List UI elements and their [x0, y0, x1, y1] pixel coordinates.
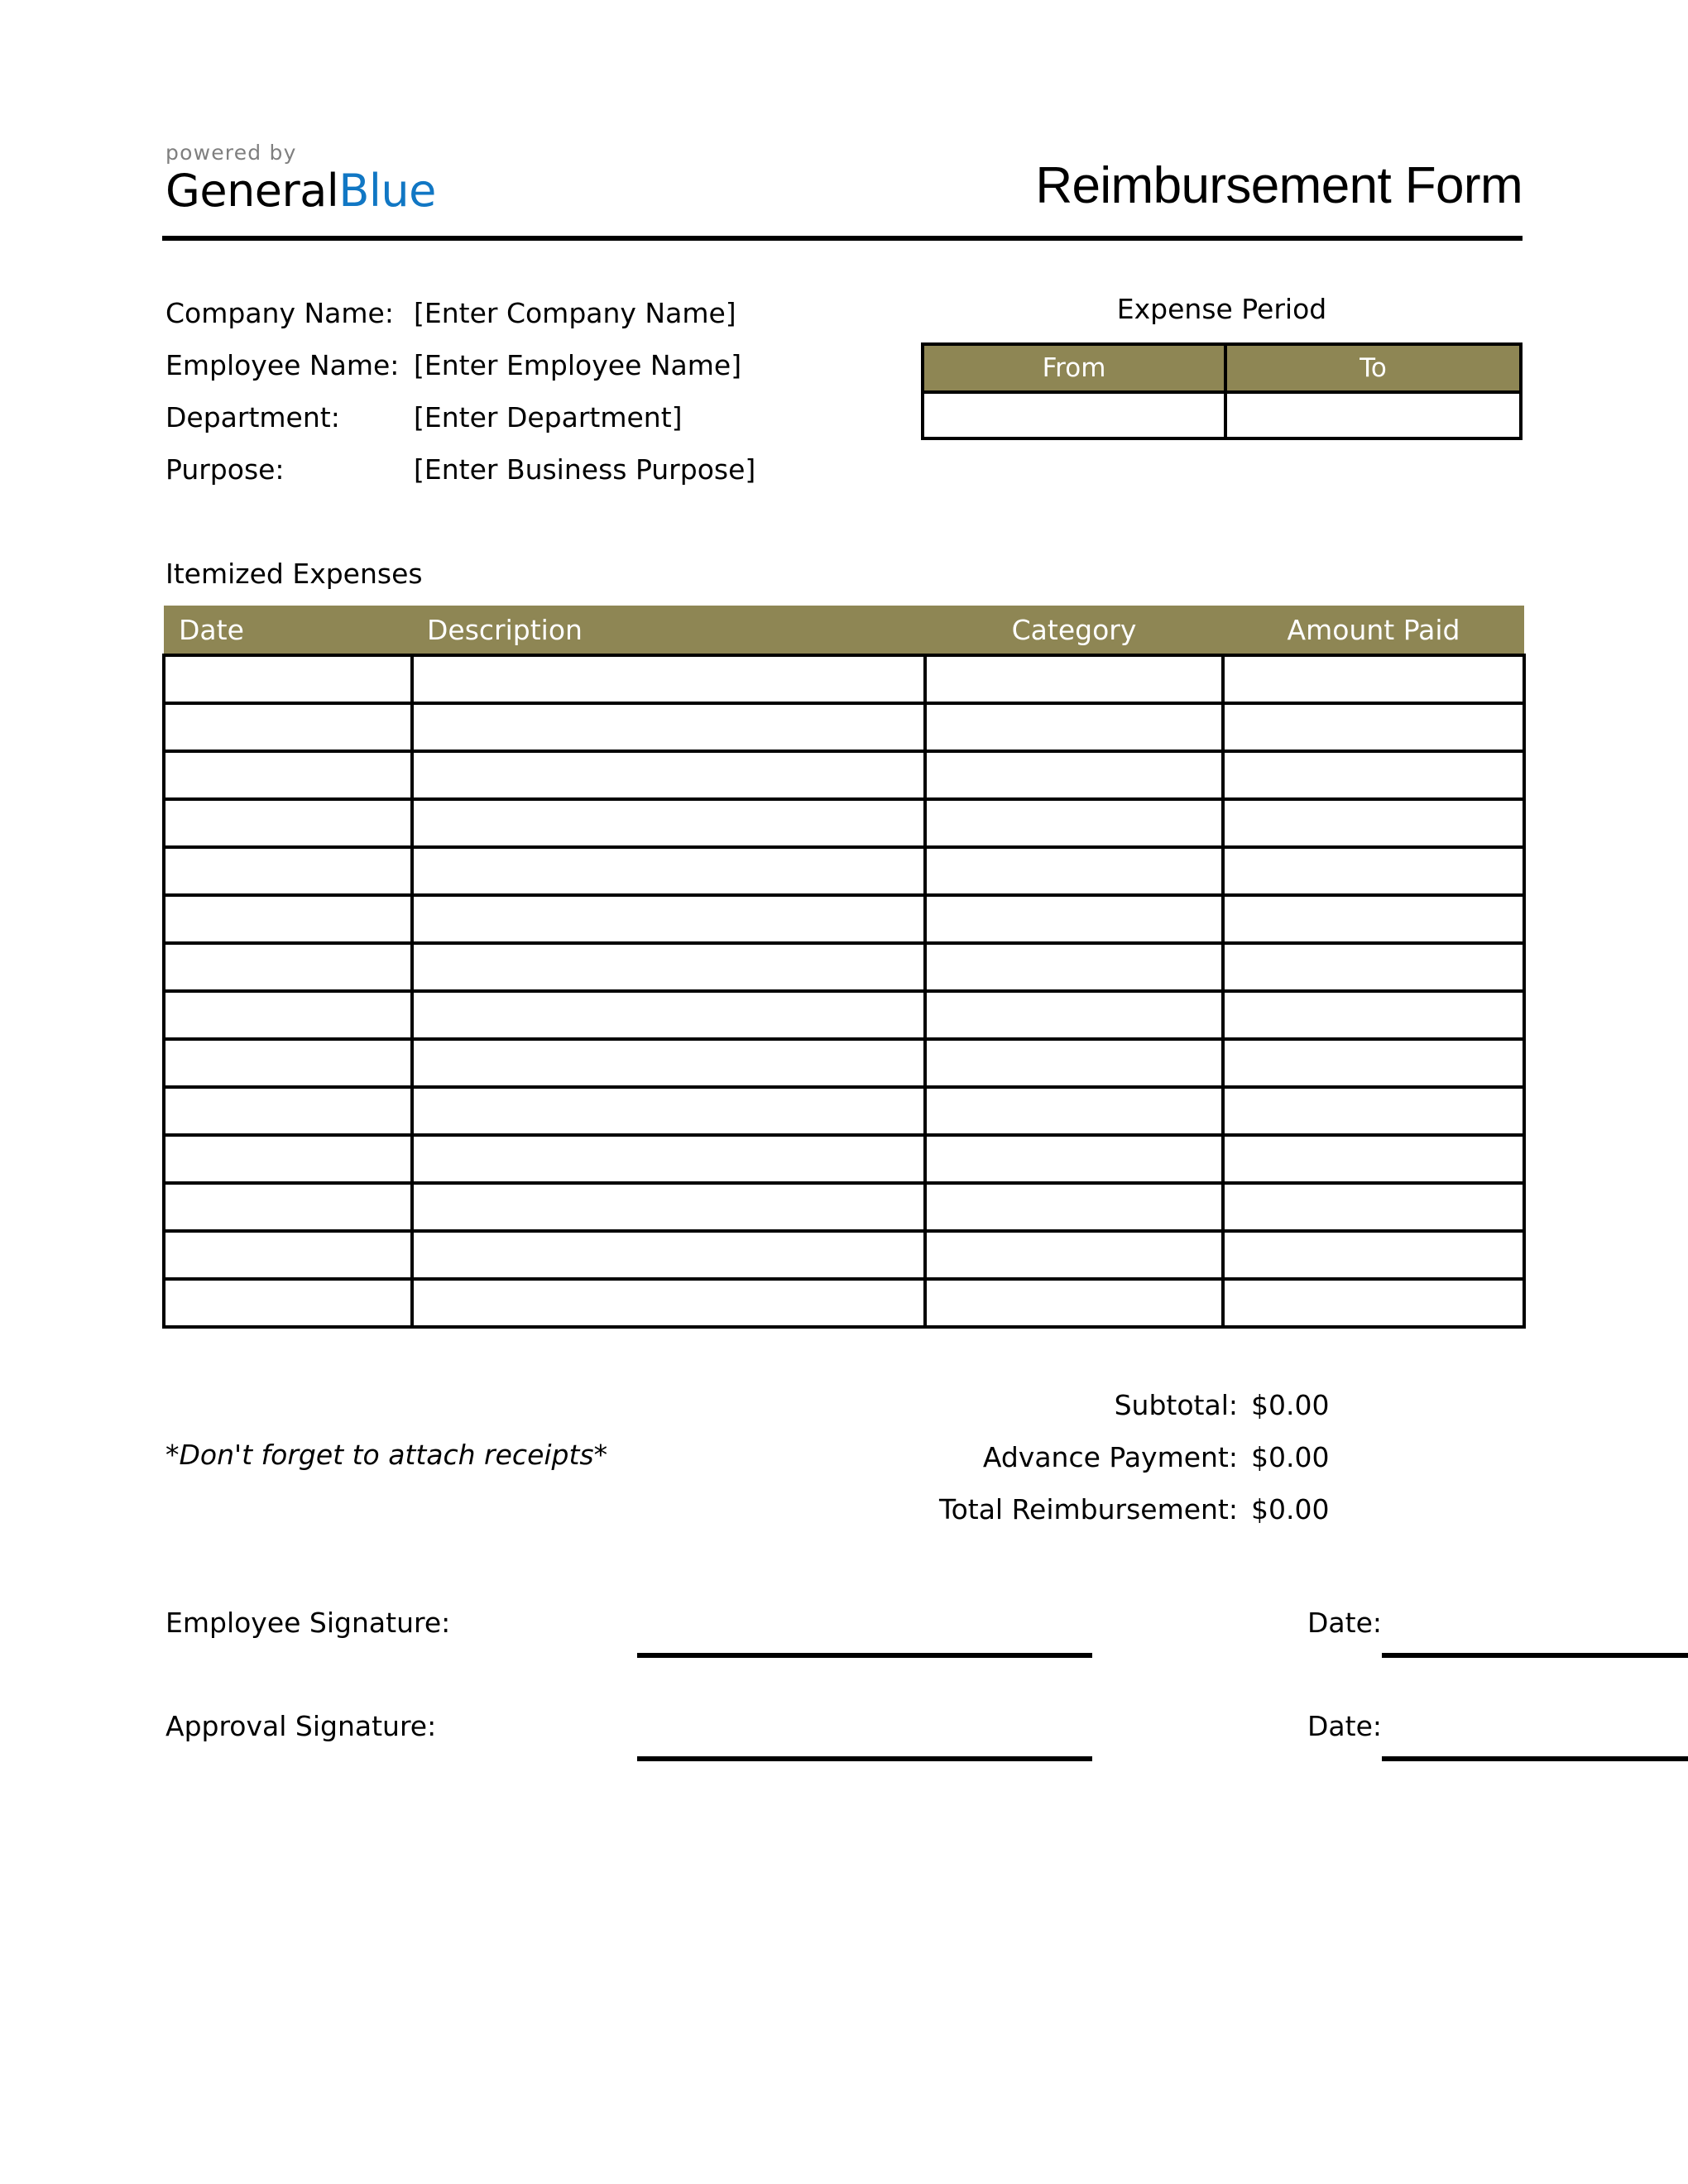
column-header-date: Date: [164, 606, 412, 655]
cell-description[interactable]: [412, 751, 925, 799]
itemized-header-row: [164, 606, 1524, 655]
cell-amount-paid[interactable]: [1223, 1231, 1524, 1279]
attach-receipts-note: *Don't forget to attach receipts*: [165, 1439, 608, 1471]
employee-signature-date-label: Date:: [1307, 1607, 1382, 1639]
cell-date[interactable]: [164, 1279, 412, 1327]
expense-period-value-row: [923, 392, 1521, 438]
cell-category[interactable]: [925, 991, 1223, 1039]
expense-period-title: Expense Period: [1116, 293, 1327, 325]
cell-date[interactable]: [164, 1231, 412, 1279]
column-header-category: Category: [925, 606, 1223, 655]
page-header: [162, 141, 1523, 237]
cell-description[interactable]: [412, 1087, 925, 1135]
cell-date[interactable]: [164, 1183, 412, 1231]
expense-period-to-header: To: [1225, 344, 1521, 392]
cell-amount-paid[interactable]: [1223, 703, 1524, 751]
cell-category[interactable]: [925, 799, 1223, 847]
cell-category[interactable]: [925, 1087, 1223, 1135]
page-title: Reimbursement Form: [1035, 157, 1523, 214]
cell-date[interactable]: [164, 991, 412, 1039]
signature-block: [165, 1597, 1523, 1803]
table-row: [164, 991, 1524, 1039]
table-row: [164, 1279, 1524, 1327]
approval-signature-label: Approval Signature:: [165, 1710, 437, 1742]
header-divider: [162, 236, 1523, 241]
cell-amount-paid[interactable]: [1223, 847, 1524, 895]
purpose-field[interactable]: [Enter Business Purpose]: [414, 453, 756, 486]
cell-category[interactable]: [925, 1231, 1223, 1279]
column-header-description: Description: [412, 606, 925, 655]
expense-period-table: [921, 342, 1523, 440]
cell-description[interactable]: [412, 943, 925, 991]
total-row-advance-payment: [827, 1438, 1523, 1490]
cell-category[interactable]: [925, 1183, 1223, 1231]
cell-date[interactable]: [164, 943, 412, 991]
cell-description[interactable]: [412, 1135, 925, 1183]
total-reimbursement-label: Total Reimbursement:: [939, 1493, 1238, 1525]
total-row-subtotal: [827, 1386, 1523, 1438]
cell-date[interactable]: [164, 1087, 412, 1135]
table-row: [164, 1183, 1524, 1231]
totals-block: [827, 1386, 1523, 1542]
expense-period-block: [921, 290, 1523, 440]
expense-period-header-row: [923, 344, 1521, 392]
cell-amount-paid[interactable]: [1223, 1087, 1524, 1135]
info-row-company-name: [165, 294, 794, 346]
company-name-field[interactable]: [Enter Company Name]: [414, 297, 736, 329]
table-row: [164, 1039, 1524, 1087]
cell-date[interactable]: [164, 847, 412, 895]
expense-period-to-input[interactable]: [1225, 392, 1521, 438]
cell-category[interactable]: [925, 1279, 1223, 1327]
cell-amount-paid[interactable]: [1223, 655, 1524, 703]
cell-description[interactable]: [412, 1039, 925, 1087]
cell-date[interactable]: [164, 1135, 412, 1183]
info-row-employee-name: [165, 346, 794, 398]
cell-amount-paid[interactable]: [1223, 751, 1524, 799]
brand-name-general: General: [165, 165, 339, 217]
table-row: [164, 1135, 1524, 1183]
brand-logo: [165, 141, 436, 217]
expense-period-from-header: From: [923, 344, 1225, 392]
itemized-expenses-table: [162, 606, 1526, 1329]
cell-description[interactable]: [412, 1231, 925, 1279]
total-row-total-reimbursement: [827, 1490, 1523, 1542]
cell-date[interactable]: [164, 655, 412, 703]
itemized-expenses-label: Itemized Expenses: [165, 558, 423, 590]
employee-name-field[interactable]: [Enter Employee Name]: [414, 349, 742, 381]
cell-amount-paid[interactable]: [1223, 1279, 1524, 1327]
cell-description[interactable]: [412, 1183, 925, 1231]
cell-category[interactable]: [925, 1135, 1223, 1183]
employee-signature-line[interactable]: [637, 1653, 1092, 1658]
expense-period-from-input[interactable]: [923, 392, 1225, 438]
cell-description[interactable]: [412, 991, 925, 1039]
cell-category[interactable]: [925, 703, 1223, 751]
signature-row-approval: [165, 1700, 1523, 1803]
cell-description[interactable]: [412, 847, 925, 895]
department-label: Department:: [165, 401, 340, 433]
table-row: [164, 751, 1524, 799]
table-row: [164, 703, 1524, 751]
cell-date[interactable]: [164, 895, 412, 943]
approval-signature-date-line[interactable]: [1382, 1756, 1688, 1761]
cell-description[interactable]: [412, 655, 925, 703]
cell-description[interactable]: [412, 1279, 925, 1327]
employee-name-label: Employee Name:: [165, 349, 400, 381]
table-row: [164, 943, 1524, 991]
cell-category[interactable]: [925, 655, 1223, 703]
table-row: [164, 655, 1524, 703]
cell-description[interactable]: [412, 895, 925, 943]
cell-description[interactable]: [412, 799, 925, 847]
advance-payment-label: Advance Payment:: [982, 1441, 1238, 1473]
cell-description[interactable]: [412, 703, 925, 751]
approval-signature-date-label: Date:: [1307, 1710, 1382, 1742]
cell-amount-paid[interactable]: [1223, 895, 1524, 943]
cell-amount-paid[interactable]: [1223, 991, 1524, 1039]
brand-name: [165, 165, 436, 217]
cell-category[interactable]: [925, 1039, 1223, 1087]
brand-powered-by-text: powered by: [165, 141, 297, 165]
signature-row-employee: [165, 1597, 1523, 1700]
total-reimbursement-value: $0.00: [1251, 1493, 1330, 1525]
table-row: [164, 847, 1524, 895]
cell-category[interactable]: [925, 847, 1223, 895]
column-header-amount-paid: Amount Paid: [1223, 606, 1524, 655]
cell-category[interactable]: [925, 751, 1223, 799]
info-row-department: [165, 398, 794, 450]
cell-amount-paid[interactable]: [1223, 1039, 1524, 1087]
cell-amount-paid[interactable]: [1223, 1135, 1524, 1183]
employee-info-block: [165, 294, 794, 502]
cell-category[interactable]: [925, 895, 1223, 943]
department-field[interactable]: [Enter Department]: [414, 401, 683, 433]
table-row: [164, 799, 1524, 847]
advance-payment-value[interactable]: $0.00: [1251, 1441, 1330, 1473]
employee-signature-date-line[interactable]: [1382, 1653, 1688, 1658]
table-row: [164, 1231, 1524, 1279]
cell-date[interactable]: [164, 703, 412, 751]
cell-amount-paid[interactable]: [1223, 799, 1524, 847]
company-name-label: Company Name:: [165, 297, 394, 329]
info-row-purpose: [165, 450, 794, 502]
employee-signature-label: Employee Signature:: [165, 1607, 451, 1639]
cell-category[interactable]: [925, 943, 1223, 991]
purpose-label: Purpose:: [165, 453, 285, 486]
brand-name-blue: Blue: [338, 165, 436, 217]
subtotal-label: Subtotal:: [1114, 1389, 1238, 1421]
approval-signature-line[interactable]: [637, 1756, 1092, 1761]
cell-date[interactable]: [164, 799, 412, 847]
cell-amount-paid[interactable]: [1223, 943, 1524, 991]
cell-date[interactable]: [164, 751, 412, 799]
cell-amount-paid[interactable]: [1223, 1183, 1524, 1231]
itemized-table-body: [164, 655, 1524, 1327]
subtotal-value: $0.00: [1251, 1389, 1330, 1421]
cell-date[interactable]: [164, 1039, 412, 1087]
table-row: [164, 895, 1524, 943]
table-row: [164, 1087, 1524, 1135]
